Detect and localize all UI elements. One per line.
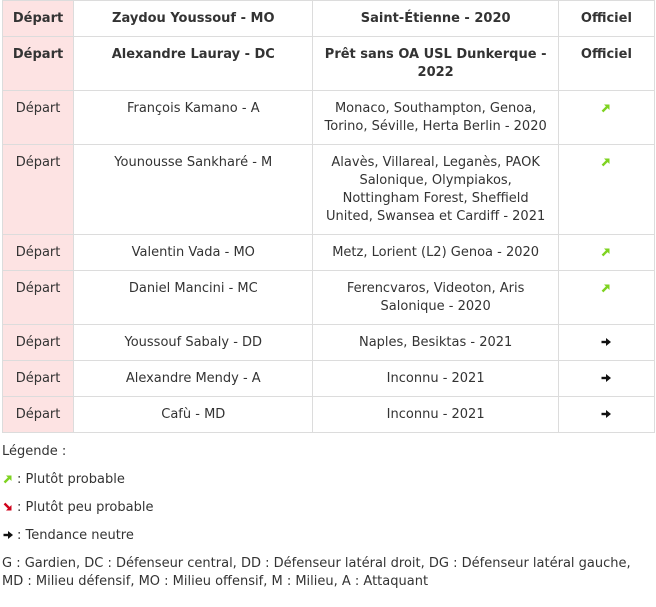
status-cell: Officiel [558, 37, 654, 91]
legend-item-label: : Plutôt probable [17, 472, 125, 487]
destination-cell: Alavès, Villareal, Leganès, PAOK Salonique, Olympiakos, Nottingham Forest, Sheffield United, Swansea et Cardiff - 2021 [313, 145, 558, 235]
table-row [3, 145, 655, 235]
destination-cell: Prêt sans OA USL Dunkerque - 2022 [313, 37, 558, 91]
legend-abbreviations: G : Gardien, DC : Défenseur central, DD : Défenseur latéral droit, DG : Défenseur latéral gauche, MD : Milieu défensif, MO : Milieu offensif, M : Milieu, A : Attaquant [2, 556, 631, 589]
direction-cell: Départ [3, 145, 74, 235]
arrow-up-right-icon [600, 246, 612, 258]
arrow-up-right-icon [600, 282, 612, 294]
direction-cell: Départ [3, 37, 74, 91]
status-cell [558, 145, 654, 235]
table-row [3, 1, 655, 37]
destination-cell: Naples, Besiktas - 2021 [313, 325, 558, 361]
legend-title: Légende : [2, 444, 67, 459]
table-row [3, 271, 655, 325]
direction-cell: Départ [3, 91, 74, 145]
status-cell [558, 361, 654, 397]
arrow-up-right-icon [2, 473, 14, 485]
destination-cell: Inconnu - 2021 [313, 397, 558, 433]
direction-cell: Départ [3, 1, 74, 37]
player-cell: Cafù - MD [74, 397, 313, 433]
legend-items [2, 471, 652, 545]
player-cell: François Kamano - A [74, 91, 313, 145]
status-cell [558, 397, 654, 433]
legend-item [2, 499, 652, 517]
legend-item [2, 527, 652, 545]
direction-cell: Départ [3, 397, 74, 433]
player-cell: Alexandre Mendy - A [74, 361, 313, 397]
table-row [3, 397, 655, 433]
destination-cell: Saint-Étienne - 2020 [313, 1, 558, 37]
legend-item [2, 471, 652, 489]
player-cell: Younousse Sankharé - M [74, 145, 313, 235]
player-cell: Zaydou Youssouf - MO [74, 1, 313, 37]
arrow-right-icon [600, 408, 612, 420]
arrow-up-right-icon [600, 102, 612, 114]
status-cell [558, 271, 654, 325]
player-cell: Daniel Mancini - MC [74, 271, 313, 325]
destination-cell: Monaco, Southampton, Genoa, Torino, Séville, Herta Berlin - 2020 [313, 91, 558, 145]
legend-item-label: : Tendance neutre [17, 528, 134, 543]
table-row [3, 325, 655, 361]
player-cell: Youssouf Sabaly - DD [74, 325, 313, 361]
transfers-table [2, 0, 655, 433]
player-cell: Valentin Vada - MO [74, 235, 313, 271]
status-cell: Officiel [558, 1, 654, 37]
direction-cell: Départ [3, 271, 74, 325]
arrow-up-right-icon [600, 156, 612, 168]
direction-cell: Départ [3, 235, 74, 271]
player-cell: Alexandre Lauray - DC [74, 37, 313, 91]
destination-cell: Ferencvaros, Videoton, Aris Salonique - 2020 [313, 271, 558, 325]
arrow-right-icon [600, 336, 612, 348]
transfers-table-body [3, 1, 655, 433]
table-row [3, 361, 655, 397]
table-row [3, 235, 655, 271]
status-cell [558, 235, 654, 271]
arrow-right-icon [600, 372, 612, 384]
direction-cell: Départ [3, 325, 74, 361]
arrow-right-icon [2, 529, 14, 541]
legend [2, 443, 652, 591]
arrow-down-right-icon [2, 501, 14, 513]
table-row [3, 91, 655, 145]
legend-item-label: : Plutôt peu probable [17, 500, 154, 515]
destination-cell: Inconnu - 2021 [313, 361, 558, 397]
table-row [3, 37, 655, 91]
status-cell [558, 91, 654, 145]
status-cell [558, 325, 654, 361]
destination-cell: Metz, Lorient (L2) Genoa - 2020 [313, 235, 558, 271]
direction-cell: Départ [3, 361, 74, 397]
